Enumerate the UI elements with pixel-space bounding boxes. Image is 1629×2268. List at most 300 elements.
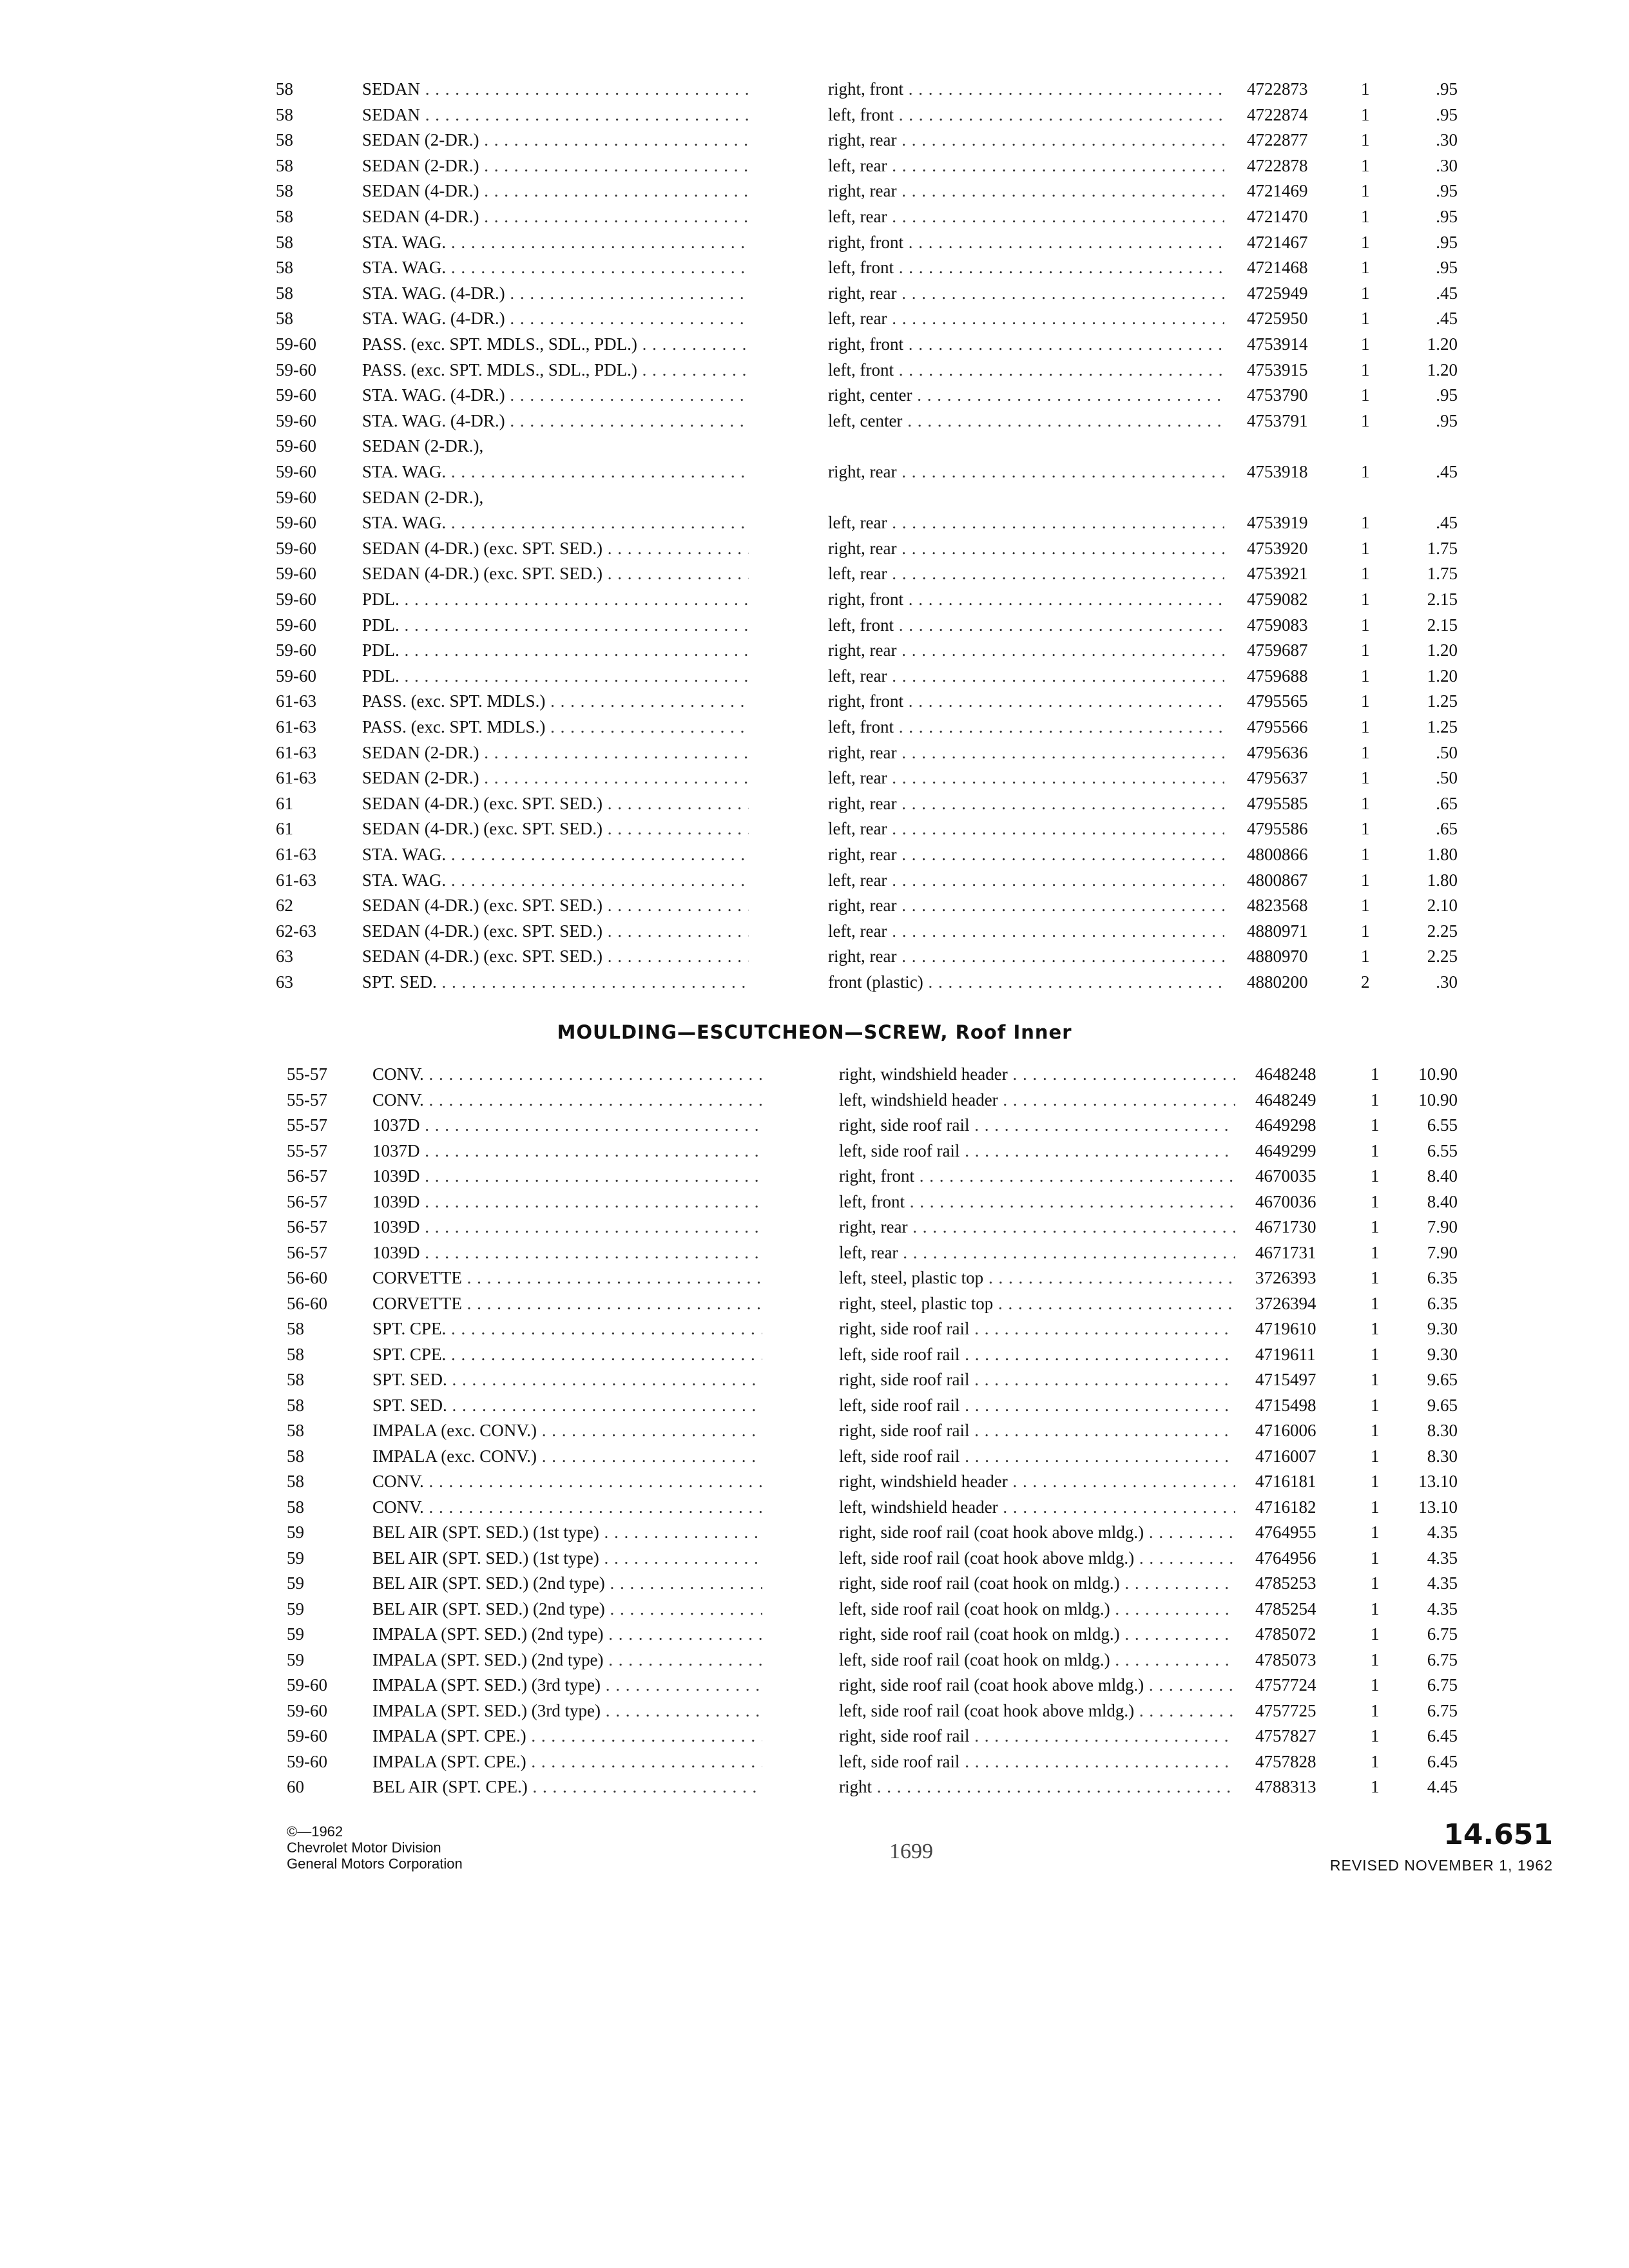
price: 4.35 (1427, 1599, 1458, 1619)
part-number: 4648248 (1255, 1064, 1316, 1084)
model-description: PASS. (exc. SPT. MDLS.) . . . (362, 714, 749, 740)
part-number: 4725949 (1247, 283, 1308, 303)
model-year: 56-57 (287, 1166, 327, 1186)
table-row (0, 765, 1629, 791)
position-description: left, side roof rail . . . (839, 1341, 1235, 1367)
price: 4.35 (1427, 1523, 1458, 1542)
model-description: SEDAN (4-DR.) (exc. SPT. SED.) . . . (362, 892, 749, 918)
position-description: left, rear . . . (828, 867, 1224, 893)
part-number: 4795637 (1247, 768, 1308, 788)
model-year: 61 (276, 793, 293, 813)
table-row (0, 1494, 1629, 1520)
part-number: 4719610 (1255, 1319, 1316, 1338)
table-row (0, 688, 1629, 714)
model-description: BEL AIR (SPT. SED.) (1st type) . . . (372, 1545, 762, 1571)
table-row (0, 740, 1629, 765)
quantity: 1 (1361, 79, 1370, 99)
quantity: 1 (1371, 1166, 1380, 1186)
model-year: 63 (276, 972, 293, 992)
price: 6.55 (1427, 1140, 1458, 1160)
part-number: 4721467 (1247, 232, 1308, 252)
quantity: 1 (1371, 1293, 1380, 1313)
table-row (0, 535, 1629, 561)
model-description: BEL AIR (SPT. SED.) (1st type) . . . (372, 1519, 762, 1545)
table-row (0, 918, 1629, 944)
position-description: right, rear . . . (828, 459, 1224, 485)
table-row (0, 1163, 1629, 1189)
part-number: 4715498 (1255, 1395, 1316, 1415)
position-description: left, side roof rail (coat hook on mldg.) . . . (839, 1596, 1235, 1622)
model-year: 59-60 (276, 410, 316, 430)
position-description: front (plastic) . . . (828, 969, 1224, 995)
table-row (0, 280, 1629, 306)
price: 1.20 (1427, 360, 1458, 380)
price: 9.30 (1427, 1319, 1458, 1338)
position-description: left, rear . . . (828, 765, 1224, 791)
price: 1.75 (1427, 538, 1458, 558)
model-description: SEDAN (2-DR.) . . . (362, 765, 749, 791)
quantity: 1 (1371, 1497, 1380, 1517)
model-year: 55-57 (287, 1115, 327, 1135)
position-description: left, steel, plastic top . . . (839, 1265, 1235, 1291)
model-year: 58 (276, 155, 293, 175)
quantity: 1 (1361, 819, 1370, 839)
model-year: 58 (276, 79, 293, 99)
table-row (0, 1341, 1629, 1367)
position-description: right, rear . . . (828, 178, 1224, 204)
part-number: 4716181 (1255, 1472, 1316, 1491)
price: 6.45 (1427, 1726, 1458, 1745)
part-number: 4716182 (1255, 1497, 1316, 1517)
position-description: right, side roof rail (coat hook on mldg.) . . . (839, 1621, 1235, 1647)
model-year: 56-60 (287, 1293, 327, 1313)
price: .45 (1436, 283, 1458, 303)
position-description: left, windshield header . . . (839, 1494, 1235, 1520)
model-year: 58 (287, 1319, 304, 1338)
position-description: left, rear . . . (828, 305, 1224, 331)
model-year: 62 (276, 896, 293, 916)
price: .50 (1436, 768, 1458, 788)
model-year: 61-63 (276, 768, 316, 788)
model-description: IMPALA (exc. CONV.) . . . (372, 1443, 762, 1469)
part-number: 4725950 (1247, 309, 1308, 329)
quantity: 1 (1361, 717, 1370, 736)
model-description: IMPALA (exc. CONV.) . . . (372, 1418, 762, 1443)
table-row (0, 382, 1629, 408)
quantity: 1 (1361, 691, 1370, 711)
part-number: 4715497 (1255, 1370, 1316, 1389)
model-year: 59 (287, 1523, 304, 1542)
table-row (0, 816, 1629, 841)
position-description: right, side roof rail . . . (839, 1723, 1235, 1749)
price: 1.20 (1427, 640, 1458, 660)
price: .95 (1436, 207, 1458, 226)
price: .45 (1436, 513, 1458, 533)
price: 9.65 (1427, 1370, 1458, 1389)
table-row (0, 357, 1629, 383)
model-year: 56-57 (287, 1217, 327, 1236)
model-description: SPT. SED. . . . (372, 1367, 762, 1392)
quantity: 1 (1371, 1319, 1380, 1338)
part-number: 4823568 (1247, 896, 1308, 916)
model-description: 1039D . . . (372, 1189, 762, 1215)
table-row (0, 1519, 1629, 1545)
position-description: right, steel, plastic top . . . (839, 1291, 1235, 1316)
model-description: 1037D . . . (372, 1112, 762, 1138)
table-row (0, 1596, 1629, 1622)
part-number: 4753920 (1247, 538, 1308, 558)
model-description: SEDAN (4-DR.) (exc. SPT. SED.) . . . (362, 918, 749, 944)
position-description: right, rear . . . (828, 943, 1224, 969)
table-row (0, 408, 1629, 434)
position-description: right, side roof rail (coat hook above mldg.) . . . (839, 1672, 1235, 1698)
price: 2.15 (1427, 615, 1458, 635)
quantity: 1 (1371, 1472, 1380, 1491)
table-row (0, 255, 1629, 280)
table-row (0, 841, 1629, 867)
part-number: 4753921 (1247, 564, 1308, 584)
model-description: PASS. (exc. SPT. MDLS., SDL., PDL.) . . . (362, 331, 749, 357)
price: 6.75 (1427, 1649, 1458, 1669)
table-row (0, 76, 1629, 102)
table-row (0, 586, 1629, 612)
part-number: 4649299 (1255, 1140, 1316, 1160)
quantity: 1 (1371, 1700, 1380, 1720)
position-description: right, side roof rail . . . (839, 1112, 1235, 1138)
price: .95 (1436, 232, 1458, 252)
price: 6.75 (1427, 1675, 1458, 1695)
table-row (0, 153, 1629, 178)
model-year: 58 (287, 1370, 304, 1389)
position-description: left, front . . . (828, 357, 1224, 383)
model-description: PDL. . . . (362, 586, 749, 612)
part-number: 4880970 (1247, 947, 1308, 966)
position-description: left, front . . . (828, 612, 1224, 638)
part-number: 4880200 (1247, 972, 1308, 992)
price: 1.20 (1427, 334, 1458, 354)
quantity: 1 (1361, 768, 1370, 788)
price: .95 (1436, 104, 1458, 124)
position-description: left, side roof rail . . . (839, 1138, 1235, 1164)
quantity: 1 (1361, 742, 1370, 762)
model-year: 59-60 (287, 1675, 327, 1695)
price: .50 (1436, 742, 1458, 762)
quantity: 1 (1361, 564, 1370, 584)
table-row (0, 1621, 1629, 1647)
model-year: 59-60 (276, 615, 316, 635)
price: 13.10 (1418, 1472, 1458, 1491)
position-description: right, front . . . (828, 688, 1224, 714)
position-description: right, front . . . (839, 1163, 1235, 1189)
quantity: 1 (1361, 309, 1370, 329)
part-number: 4722873 (1247, 79, 1308, 99)
model-description: SEDAN (4-DR.) (exc. SPT. SED.) . . . (362, 943, 749, 969)
table-row (0, 1443, 1629, 1469)
model-description: SEDAN (2-DR.) . . . (362, 153, 749, 178)
model-year: 59-60 (276, 640, 316, 660)
quantity: 1 (1361, 947, 1370, 966)
quantity: 1 (1361, 870, 1370, 890)
table-row (0, 943, 1629, 969)
part-number: 4671730 (1255, 1217, 1316, 1236)
position-description: left, rear . . . (828, 816, 1224, 841)
price: .95 (1436, 385, 1458, 405)
quantity: 1 (1361, 462, 1370, 481)
model-year: 61-63 (276, 717, 316, 736)
part-number: 4759688 (1247, 666, 1308, 686)
model-year: 61-63 (276, 742, 316, 762)
price: 1.80 (1427, 845, 1458, 864)
position-description: left, front . . . (828, 102, 1224, 128)
position-description: left, side roof rail . . . (839, 1443, 1235, 1469)
part-number: 4785253 (1255, 1573, 1316, 1593)
model-year: 58 (276, 309, 293, 329)
price: 1.25 (1427, 717, 1458, 736)
model-year: 59 (287, 1548, 304, 1568)
section-title: MOULDING—ESCUTCHEON—SCREW, Roof Inner (557, 1021, 1072, 1043)
quantity: 1 (1371, 1751, 1380, 1771)
model-year: 55-57 (287, 1064, 327, 1084)
quantity: 1 (1371, 1649, 1380, 1669)
quantity: 1 (1371, 1421, 1380, 1440)
position-description: left, rear . . . (828, 153, 1224, 178)
part-number: 4785072 (1255, 1624, 1316, 1644)
price: .95 (1436, 181, 1458, 201)
part-number: 4721468 (1247, 258, 1308, 278)
position-description: left, front . . . (828, 255, 1224, 280)
part-number: 4753790 (1247, 385, 1308, 405)
quantity: 1 (1361, 360, 1370, 380)
part-number: 4721470 (1247, 207, 1308, 226)
model-description: IMPALA (SPT. CPE.) . . . (372, 1749, 762, 1774)
table-row (0, 510, 1629, 535)
quantity: 1 (1371, 1446, 1380, 1466)
quantity: 1 (1361, 334, 1370, 354)
model-description: PDL. . . . (362, 663, 749, 689)
model-description: PASS. (exc. SPT. MDLS.) . . . (362, 688, 749, 714)
page-number: 1699 (889, 1840, 933, 1863)
model-description: STA. WAG. . . . (362, 229, 749, 255)
model-description: STA. WAG. . . . (362, 841, 749, 867)
price: .95 (1436, 79, 1458, 99)
position-description: left, side roof rail . . . (839, 1749, 1235, 1774)
quantity: 1 (1371, 1523, 1380, 1542)
part-number: 3726394 (1255, 1293, 1316, 1313)
model-year: 59-60 (276, 513, 316, 533)
table-row (0, 1723, 1629, 1749)
part-number: 4719611 (1255, 1344, 1316, 1364)
table-row (0, 229, 1629, 255)
model-description: 1039D . . . (372, 1240, 762, 1265)
price: 13.10 (1418, 1497, 1458, 1517)
model-year: 58 (287, 1395, 304, 1415)
model-description: SEDAN (4-DR.) . . . (362, 204, 749, 229)
quantity: 1 (1361, 513, 1370, 533)
model-description: SEDAN (2-DR.) . . . (362, 740, 749, 765)
table-row (0, 178, 1629, 204)
position-description: left, side roof rail (coat hook above mldg.) . . . (839, 1698, 1235, 1724)
quantity: 2 (1361, 972, 1370, 992)
quantity: 1 (1361, 385, 1370, 405)
position-description: left, rear . . . (828, 918, 1224, 944)
model-year: 59-60 (276, 666, 316, 686)
model-year: 58 (287, 1344, 304, 1364)
model-description: SEDAN (4-DR.) (exc. SPT. SED.) . . . (362, 816, 749, 841)
quantity: 1 (1371, 1370, 1380, 1389)
part-number: 4795636 (1247, 742, 1308, 762)
price: 1.20 (1427, 666, 1458, 686)
part-number: 4795565 (1247, 691, 1308, 711)
model-description: CORVETTE . . . (372, 1291, 762, 1316)
model-year: 58 (276, 207, 293, 226)
table-row (0, 1087, 1629, 1113)
price: 8.30 (1427, 1421, 1458, 1440)
part-number: 4753919 (1247, 513, 1308, 533)
model-year: 59-60 (276, 564, 316, 584)
model-description: 1039D . . . (372, 1163, 762, 1189)
position-description: left, rear . . . (828, 204, 1224, 229)
model-description: STA. WAG. (4-DR.) . . . (362, 408, 749, 434)
position-description: right, side roof rail (coat hook above mldg.) . . . (839, 1519, 1235, 1545)
position-description: left, rear . . . (828, 561, 1224, 586)
price: 1.25 (1427, 691, 1458, 711)
model-description: PDL. . . . (362, 612, 749, 638)
table-row (0, 1468, 1629, 1494)
price: 9.30 (1427, 1344, 1458, 1364)
position-description: left, front . . . (839, 1189, 1235, 1215)
table-row (0, 1214, 1629, 1240)
model-description: SEDAN (2-DR.) . . . (362, 127, 749, 153)
quantity: 1 (1361, 181, 1370, 201)
table-row (0, 892, 1629, 918)
price: 6.45 (1427, 1751, 1458, 1771)
price: .30 (1436, 130, 1458, 150)
table-row (0, 1392, 1629, 1418)
quantity: 1 (1361, 640, 1370, 660)
part-number: 3726393 (1255, 1268, 1316, 1287)
model-year: 63 (276, 947, 293, 966)
position-description: right, front . . . (828, 229, 1224, 255)
model-year: 59-60 (287, 1700, 327, 1720)
part-number: 4880971 (1247, 921, 1308, 941)
price: 8.30 (1427, 1446, 1458, 1466)
model-description: SPT. SED. . . . (362, 969, 749, 995)
model-description: 1037D . . . (372, 1138, 762, 1164)
part-number: 4800866 (1247, 845, 1308, 864)
table-row (0, 561, 1629, 586)
position-description: right, rear . . . (828, 841, 1224, 867)
model-year: 59-60 (276, 360, 316, 380)
model-description: SEDAN (2-DR.), (362, 487, 484, 507)
table-row (0, 1570, 1629, 1596)
price: .65 (1436, 819, 1458, 839)
model-description: STA. WAG. (4-DR.) . . . (362, 305, 749, 331)
position-description: right, side roof rail . . . (839, 1316, 1235, 1341)
quantity: 1 (1361, 410, 1370, 430)
quantity: 1 (1361, 283, 1370, 303)
quantity: 1 (1361, 232, 1370, 252)
model-description: SPT. SED. . . . (372, 1392, 762, 1418)
model-description: IMPALA (SPT. SED.) (3rd type) . . . (372, 1698, 762, 1724)
table-row (0, 1545, 1629, 1571)
price: 4.35 (1427, 1548, 1458, 1568)
model-year: 58 (287, 1472, 304, 1491)
model-description: IMPALA (SPT. SED.) (3rd type) . . . (372, 1672, 762, 1698)
part-number: 4753791 (1247, 410, 1308, 430)
quantity: 1 (1371, 1548, 1380, 1568)
part-number: 4759687 (1247, 640, 1308, 660)
model-year: 56-57 (287, 1242, 327, 1262)
price: .45 (1436, 309, 1458, 329)
model-description: SEDAN (2-DR.), (362, 436, 484, 456)
model-description: IMPALA (SPT. SED.) (2nd type) . . . (372, 1647, 762, 1673)
model-description: IMPALA (SPT. SED.) (2nd type) . . . (372, 1621, 762, 1647)
model-description: SEDAN . . . (362, 76, 749, 102)
part-number: 4757724 (1255, 1675, 1316, 1695)
position-description: right, front . . . (828, 586, 1224, 612)
part-number: 4785073 (1255, 1649, 1316, 1669)
model-year: 59-60 (276, 590, 316, 609)
position-description: left, side roof rail . . . (839, 1392, 1235, 1418)
model-description: CONV. . . . (372, 1494, 762, 1520)
model-year: 59 (287, 1599, 304, 1619)
quantity: 1 (1371, 1344, 1380, 1364)
price: .30 (1436, 972, 1458, 992)
price: 1.80 (1427, 870, 1458, 890)
model-description: SPT. CPE. . . . (372, 1341, 762, 1367)
table-row (0, 1112, 1629, 1138)
price: 6.75 (1427, 1624, 1458, 1644)
position-description: right, rear . . . (828, 892, 1224, 918)
price: 9.65 (1427, 1395, 1458, 1415)
table-row (0, 1647, 1629, 1673)
model-year: 58 (276, 258, 293, 278)
table-row (0, 433, 1629, 459)
table-row (0, 663, 1629, 689)
quantity: 1 (1361, 666, 1370, 686)
part-number: 4716006 (1255, 1421, 1316, 1440)
quantity: 1 (1371, 1115, 1380, 1135)
price: 6.75 (1427, 1700, 1458, 1720)
part-number: 4716007 (1255, 1446, 1316, 1466)
position-description: right, rear . . . (828, 127, 1224, 153)
part-number: 4759083 (1247, 615, 1308, 635)
model-year: 59-60 (276, 334, 316, 354)
price: 2.15 (1427, 590, 1458, 609)
model-year: 61-63 (276, 845, 316, 864)
table-row (0, 1240, 1629, 1265)
quantity: 1 (1371, 1726, 1380, 1745)
model-year: 59 (287, 1649, 304, 1669)
model-description: 1039D . . . (372, 1214, 762, 1240)
model-description: SPT. CPE. . . . (372, 1316, 762, 1341)
position-description: right, windshield header . . . (839, 1468, 1235, 1494)
quantity: 1 (1371, 1268, 1380, 1287)
position-description: right, side roof rail (coat hook on mldg.) . . . (839, 1570, 1235, 1596)
model-description: STA. WAG. (4-DR.) . . . (362, 280, 749, 306)
model-description: PDL. . . . (362, 637, 749, 663)
position-description: left, side roof rail (coat hook above mldg.) . . . (839, 1545, 1235, 1571)
price: .95 (1436, 258, 1458, 278)
quantity: 1 (1371, 1217, 1380, 1236)
table-row (0, 637, 1629, 663)
table-row (0, 1291, 1629, 1316)
table-row (0, 867, 1629, 893)
table-row (0, 714, 1629, 740)
position-description: left, center . . . (828, 408, 1224, 434)
position-description: left, rear . . . (839, 1240, 1235, 1265)
position-description: right, rear . . . (828, 280, 1224, 306)
